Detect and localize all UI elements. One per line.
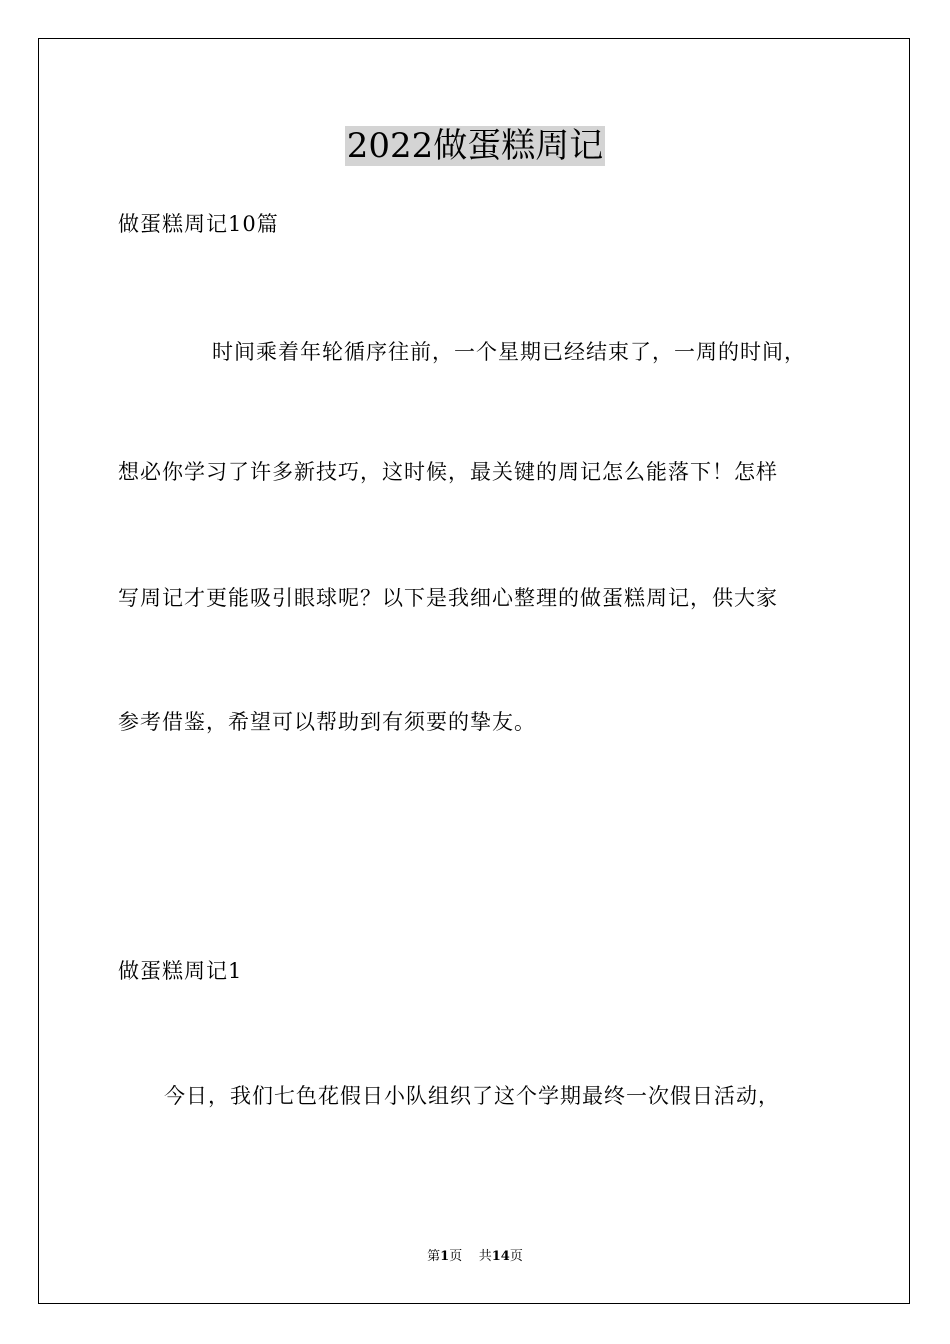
page-footer: [0, 1248, 950, 1266]
intro-line-3: 写周记才更能吸引眼球呢？以下是我细心整理的做蛋糕周记，供大家: [118, 586, 778, 610]
footer-total-pages: 14: [491, 1249, 510, 1264]
document-subtitle: 做蛋糕周记10篇: [118, 212, 279, 236]
section-line-1: 今日，我们七色花假日小队组织了这个学期最终一次假日活动，: [164, 1084, 780, 1108]
footer-page-number: 1: [440, 1249, 450, 1264]
section-heading: 做蛋糕周记1: [118, 959, 243, 983]
footer-page-prefix: 第: [427, 1249, 441, 1264]
document-title: 2022做蛋糕周记: [346, 126, 604, 166]
intro-line-4: 参考借鉴，希望可以帮助到有须要的挚友。: [118, 710, 536, 734]
title-container: [0, 126, 950, 166]
intro-line-2: 想必你学习了许多新技巧，这时候，最关键的周记怎么能落下！怎样: [118, 460, 778, 484]
intro-line-1: 时间乘着年轮循序往前，一个星期已经结束了，一周的时间，: [212, 340, 806, 364]
footer-total-suffix: 页: [509, 1249, 523, 1264]
footer-page-suffix: 页: [449, 1249, 463, 1264]
footer-total-prefix: 共: [478, 1249, 492, 1264]
